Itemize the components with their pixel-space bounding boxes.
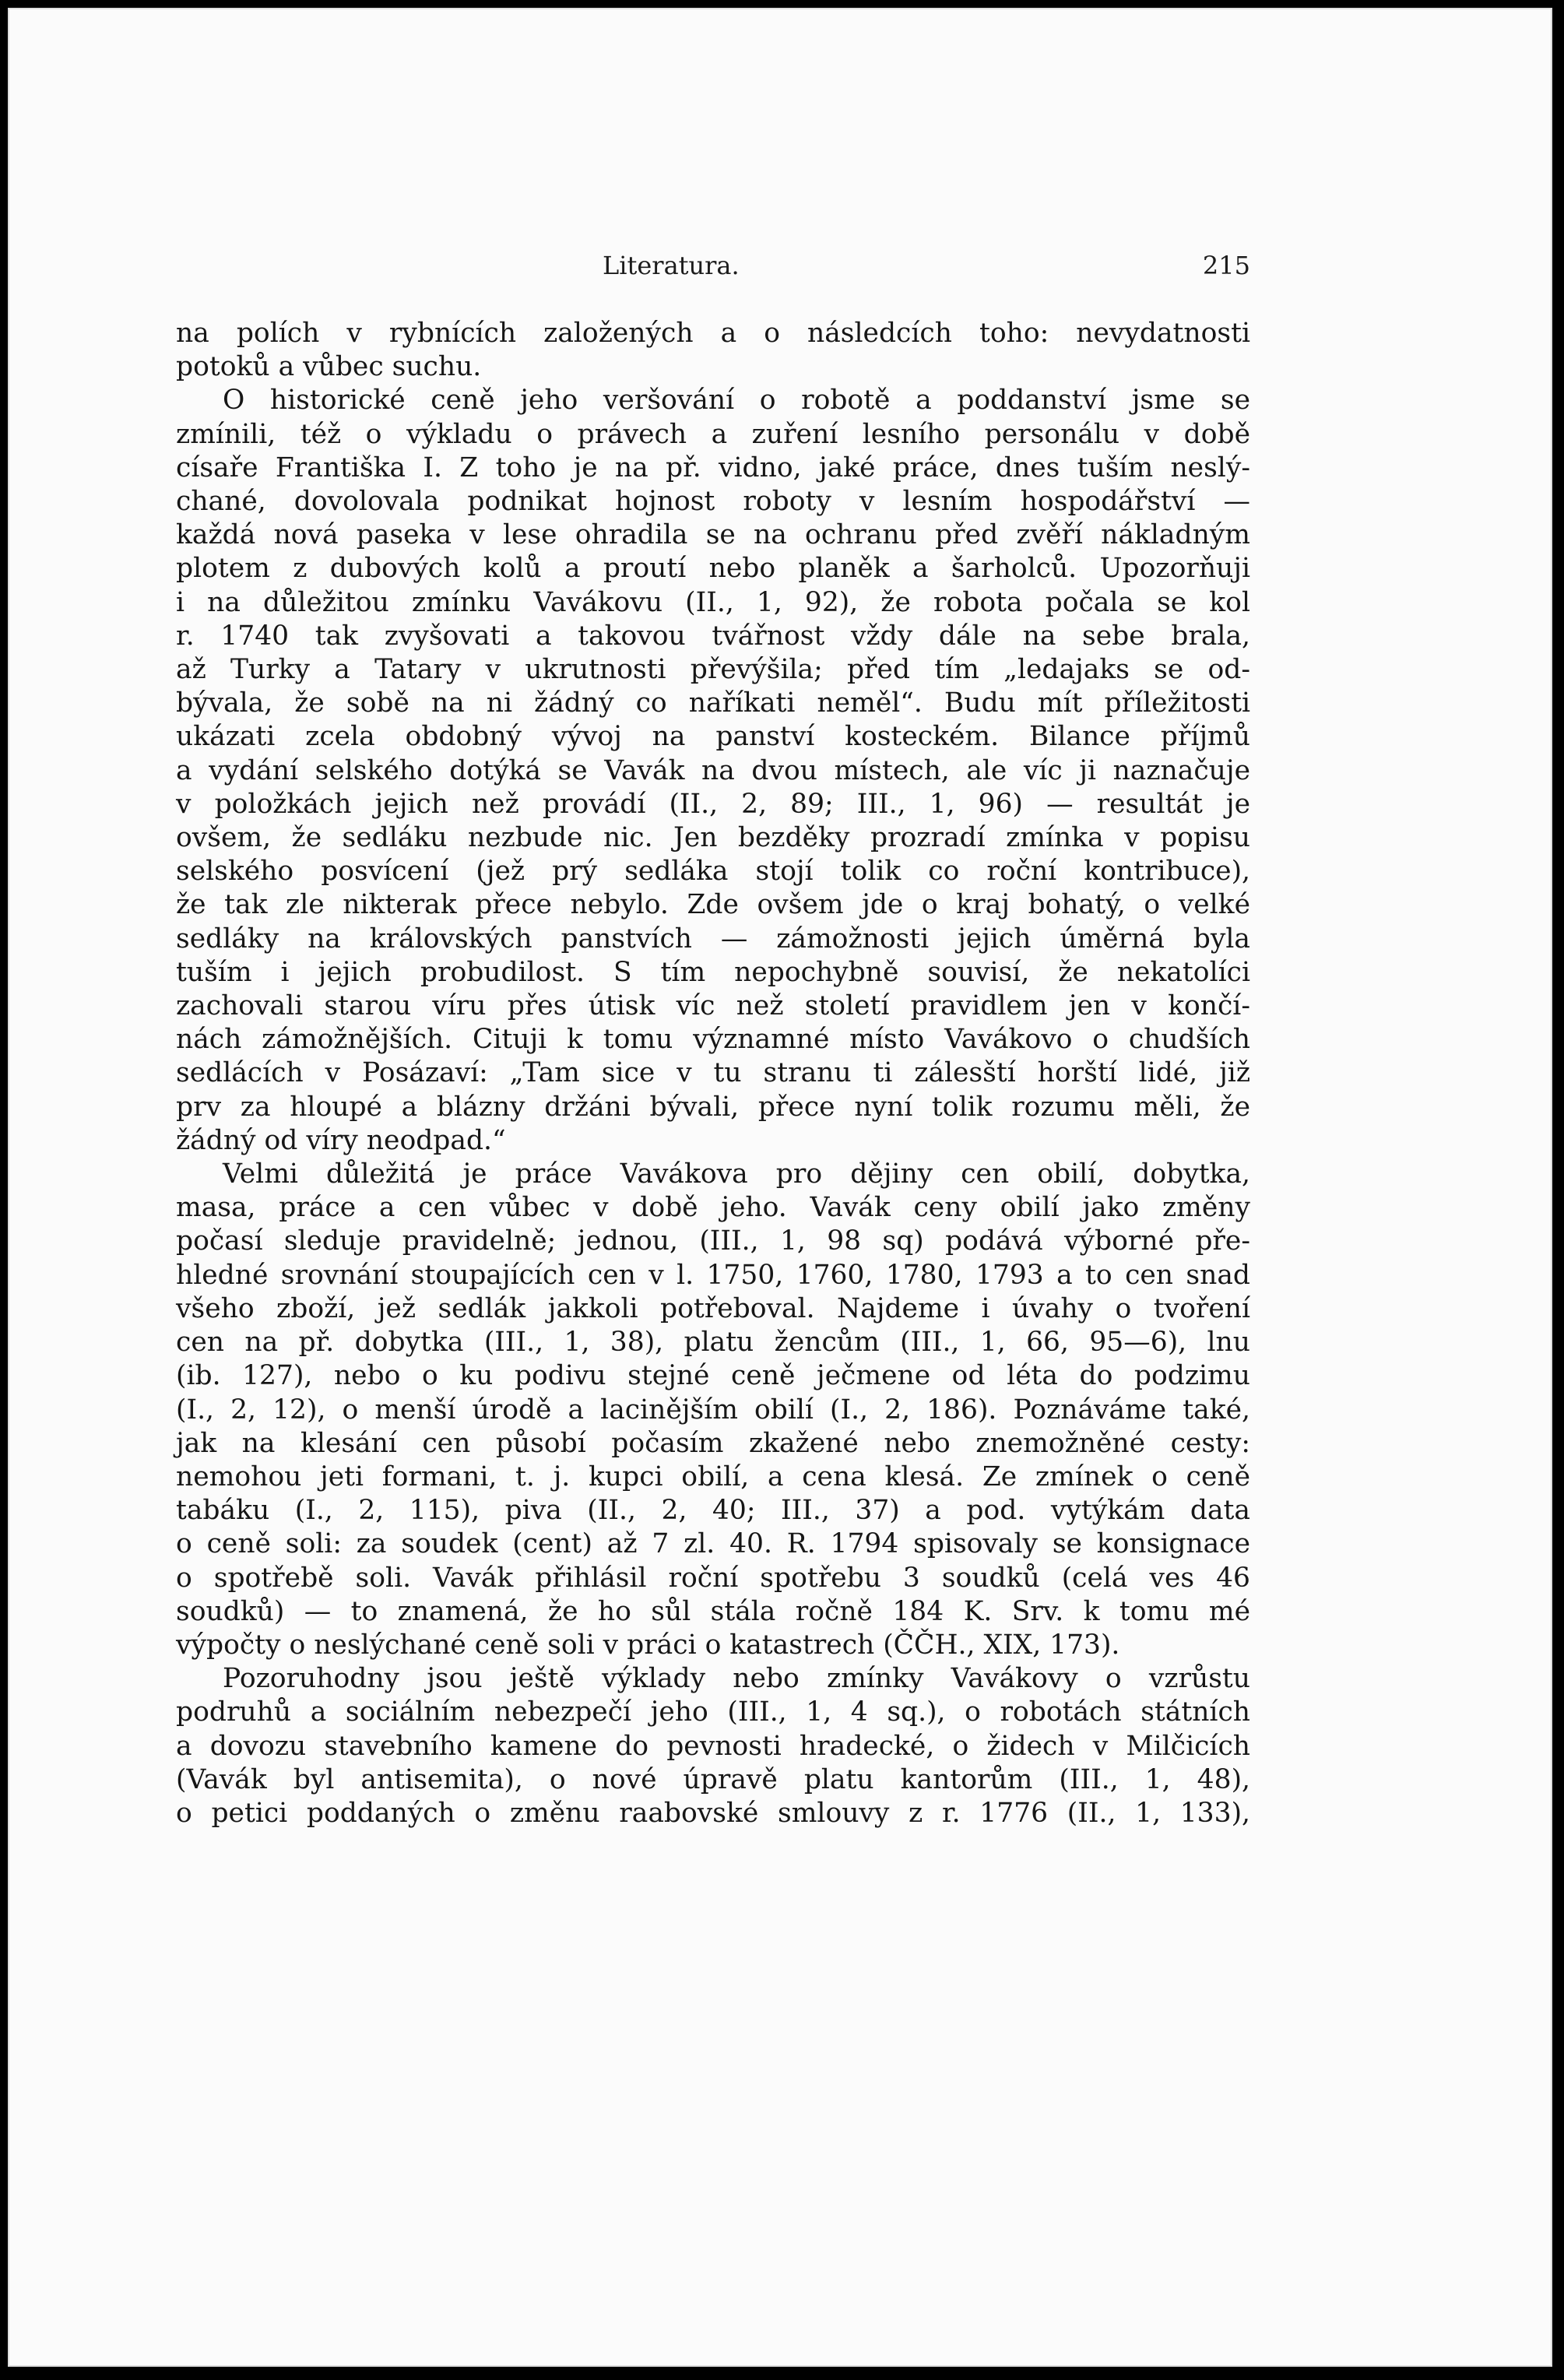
text-line: i na důležitou zmínku Vavákovu (II., 1, 92), že robota počala se kol (176, 586, 1250, 618)
text-line: (Vavák byl antisemita), o nové úpravě platu kantorům (III., 1, 48), (176, 1763, 1250, 1795)
book-page (8, 8, 1552, 2367)
text-line: bývala, že sobě na ni žádný co naříkati neměl“. Budu mít příležitosti (176, 687, 1250, 719)
text-line: všeho zboží, jež sedlák jakkoli potřeboval. Najdeme i úvahy o tvoření (176, 1292, 1250, 1324)
text-line: (I., 2, 12), o menší úrodě a lacinějším obilí (I., 2, 186). Poznáváme také, (176, 1394, 1250, 1426)
text-line: že tak zle nikterak přece nebylo. Zde ovšem jde o kraj bohatý, o velké (176, 889, 1250, 921)
text-line: Pozoruhodny jsou ještě výklady nebo zmínky Vavákovy o vzrůstu (223, 1663, 1250, 1695)
text-line: na polích v rybnících založených a o následcích toho: nevydatnosti (176, 318, 1250, 349)
text-line: sedlácích v Posázaví: „Tam sice v tu stranu ti zálesští horští lidé, již (176, 1057, 1250, 1089)
text-line: sedláky na královských panstvích — zámožnosti jejich úměrná byla (176, 923, 1250, 954)
text-line: každá nová paseka v lese ohradila se na ochranu před zvěří nákladným (176, 519, 1250, 551)
text-line: podruhů a sociálním nebezpečí jeho (III., 1, 4 sq.), o robotách státních (176, 1696, 1250, 1728)
running-title: Literatura. (603, 251, 740, 280)
text-line: o ceně soli: za soudek (cent) až 7 zl. 40. R. 1794 spisovaly se konsignace (176, 1528, 1250, 1560)
text-line: zachovali starou víru přes útisk víc než století pravidlem jen v končí- (176, 990, 1250, 1022)
text-line: žádný od víry neodpad.“ (176, 1124, 506, 1156)
text-line: výpočty o neslýchané ceně soli v práci o katastrech (ČČH., XIX, 173). (176, 1629, 1120, 1661)
text-line: plotem z dubových kolů a proutí nebo planěk a šarholců. Upozorňuji (176, 553, 1250, 585)
text-line: ukázati zcela obdobný vývoj na panství kosteckém. Bilance příjmů (176, 721, 1250, 753)
text-line: o petici poddaných o změnu raabovské smlouvy z r. 1776 (II., 1, 133), (176, 1797, 1250, 1829)
text-line: jak na klesání cen působí počasím zkažené nebo znemožněné cesty: (176, 1427, 1250, 1459)
text-line: zmínili, též o výkladu o právech a zuření lesního personálu v době (176, 418, 1250, 450)
text-line: masa, práce a cen vůbec v době jeho. Vavák ceny obilí jako změny (176, 1192, 1250, 1224)
text-line: ovšem, že sedláku nezbude nic. Jen bezděky prozradí zmínka v popisu (176, 822, 1250, 854)
text-line: a vydání selského dotýká se Vavák na dvou místech, ale víc ji naznačuje (176, 754, 1250, 786)
text-line: chané, dovolovala podnikat hojnost roboty v lesním hospodářství — (176, 486, 1250, 518)
text-line: soudků) — to znamená, že ho sůl stála ročně 184 K. Srv. k tomu mé (176, 1595, 1250, 1627)
text-line: nemohou jeti formani, t. j. kupci obilí, a cena klesá. Ze zmínek o ceně (176, 1461, 1250, 1492)
text-line: cen na př. dobytka (III., 1, 38), platu žencům (III., 1, 66, 95—6), lnu (176, 1327, 1250, 1359)
page-number: 215 (1202, 251, 1250, 280)
text-line: r. 1740 tak zvyšovati a takovou tvářnost vždy dále na sebe brala, (176, 620, 1250, 652)
text-line: a dovozu stavebního kamene do pevnosti hradecké, o židech v Milčicích (176, 1730, 1250, 1762)
text-line: v položkách jejich než provádí (II., 2, 89; III., 1, 96) — resultát je (176, 788, 1250, 820)
text-line: tuším i jejich probudilost. S tím nepochybně souvisí, že nekatolíci (176, 956, 1250, 988)
text-line: O historické ceně jeho veršování o robotě a poddanství jsme se (223, 385, 1250, 417)
text-line: nách zámožnějších. Cituji k tomu významné místo Vavákovo o chudších (176, 1024, 1250, 1056)
text-line: tabáku (I., 2, 115), piva (II., 2, 40; III., 37) a pod. vytýkám data (176, 1495, 1250, 1527)
text-line: potoků a vůbec suchu. (176, 351, 482, 383)
text-line: císaře Františka I. Z toho je na př. vidno, jaké práce, dnes tuším neslý- (176, 452, 1250, 483)
text-line: hledné srovnání stoupajících cen v l. 1750, 1760, 1780, 1793 a to cen snad (176, 1259, 1250, 1291)
text-line: až Turky a Tatary v ukrutnosti převýšila; před tím „ledajaks se od- (176, 654, 1250, 686)
text-line: o spotřebě soli. Vavák přihlásil roční spotřebu 3 soudků (celá ves 46 (176, 1562, 1250, 1594)
text-line: prv za hloupé a blázny držáni bývali, přece nyní tolik rozumu měli, že (176, 1091, 1250, 1123)
text-line: (ib. 127), nebo o ku podivu stejné ceně ječmene od léta do podzimu (176, 1360, 1250, 1392)
text-line: počasí sleduje pravidelně; jednou, (III., 1, 98 sq) podává výborné pře- (176, 1225, 1250, 1257)
text-line: Velmi důležitá je práce Vavákova pro dějiny cen obilí, dobytka, (223, 1158, 1250, 1190)
text-line: selského posvícení (jež prý sedláka stojí tolik co roční kontribuce), (176, 856, 1250, 888)
running-header (176, 251, 1250, 282)
body-text (176, 317, 1250, 1830)
